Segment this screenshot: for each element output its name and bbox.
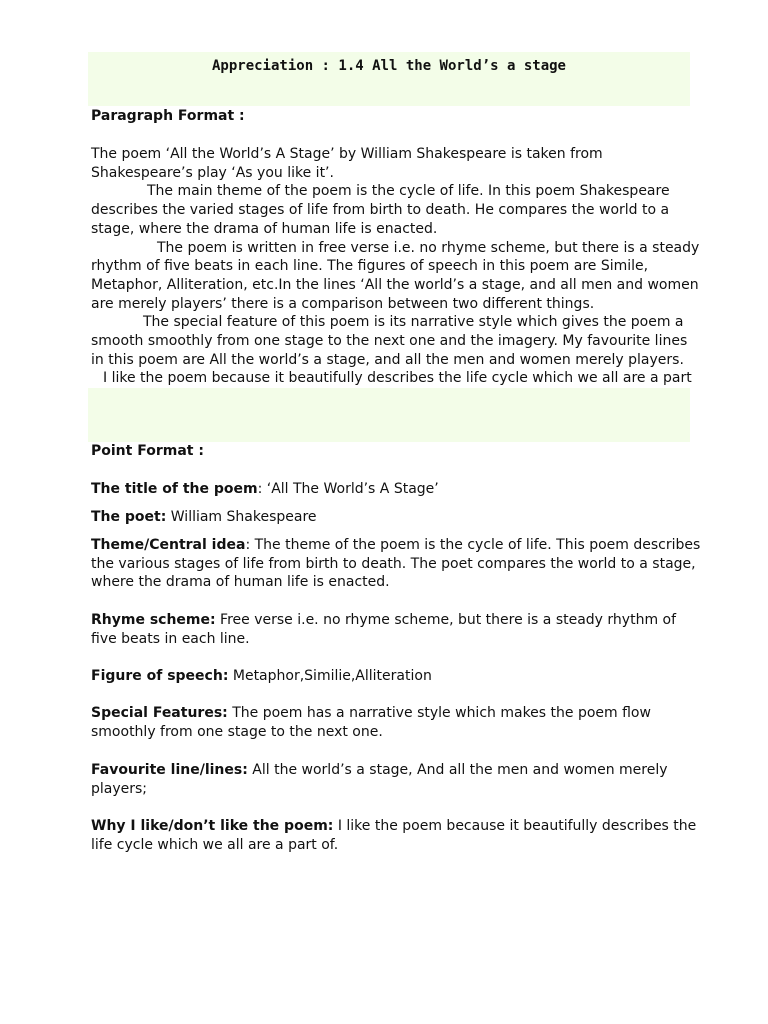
- point-label: Why I like/don’t like the poem:: [91, 818, 334, 834]
- paragraph-intro: The poem ‘All the World’s A Stage’ by William Shakespeare is taken from Shakespeare’s play ‘As you like it’.: [91, 146, 603, 181]
- point-poet: [91, 508, 701, 527]
- paragraph-theme: The main theme of the poem is the cycle of life. In this poem Shakespeare describes the varied stages of life from birth to death. He compares the world to a stage, where the drama of human life is enacted.: [91, 183, 670, 237]
- point-text: Metaphor,Similie,Alliteration: [228, 668, 432, 684]
- paragraph-conclusion: I like the poem because it beautifully describes the life cycle which we all are a part: [103, 370, 692, 387]
- paragraph-form: The poem is written in free verse i.e. no rhyme scheme, but there is a steady rhythm of five beats in each line. The figures of speech in this poem are Simile, Metaphor, Alliteration, etc.In the lines ‘All the world’s a stage, and all men and women are merely players’ there is a comparison between two different things.: [91, 239, 700, 312]
- point-text: I like the poem because it beautifully describes the life cycle which we all are a part of.: [91, 818, 697, 853]
- point-text: : The theme of the poem is the cycle of life. This poem describes the various stages of life from birth to death. The poet compares the world to a stage, where the drama of human life is enacted.: [91, 537, 701, 591]
- point-text: Free verse i.e. no rhyme scheme, but there is a steady rhythm of five beats in each line.: [91, 612, 677, 647]
- point-theme: [91, 536, 701, 592]
- point-figure-of-speech: [91, 667, 701, 686]
- point-text: William Shakespeare: [166, 509, 317, 525]
- document-title: Appreciation : 1.4 All the World’s a stage: [211, 58, 566, 74]
- point-text: All the world’s a stage, And all the men and women merely players;: [91, 762, 668, 797]
- point-label: Favourite line/lines:: [91, 762, 248, 778]
- point-label: Figure of speech:: [91, 668, 229, 684]
- paragraph-format-heading: Paragraph Format :: [91, 108, 245, 124]
- point-title: [91, 480, 701, 499]
- point-special-features: [91, 704, 701, 741]
- point-format-heading: Point Format :: [91, 443, 204, 459]
- point-label: The title of the poem: [91, 481, 258, 497]
- point-rhyme-scheme: [91, 611, 701, 648]
- point-label: Theme/Central idea: [91, 537, 246, 553]
- point-text: The poem has a narrative style which makes the poem flow smoothly from one stage to the next one.: [91, 705, 651, 740]
- point-text: : ‘All The World’s A Stage’: [257, 481, 439, 497]
- point-label: Special Features:: [91, 705, 228, 721]
- point-favourite-lines: [91, 761, 701, 798]
- separator-band: [88, 388, 690, 442]
- point-label: Rhyme scheme:: [91, 612, 216, 628]
- paragraph-special-feature: The special feature of this poem is its narrative style which gives the poem a smooth smoothly from one stage to the next one and the imagery. My favourite lines in this poem are All the world’s a stage, and all the men and women merely players.: [91, 314, 688, 368]
- point-why-like: [91, 817, 701, 854]
- paragraph-format-body: [91, 145, 701, 407]
- point-label: The poet:: [91, 509, 167, 525]
